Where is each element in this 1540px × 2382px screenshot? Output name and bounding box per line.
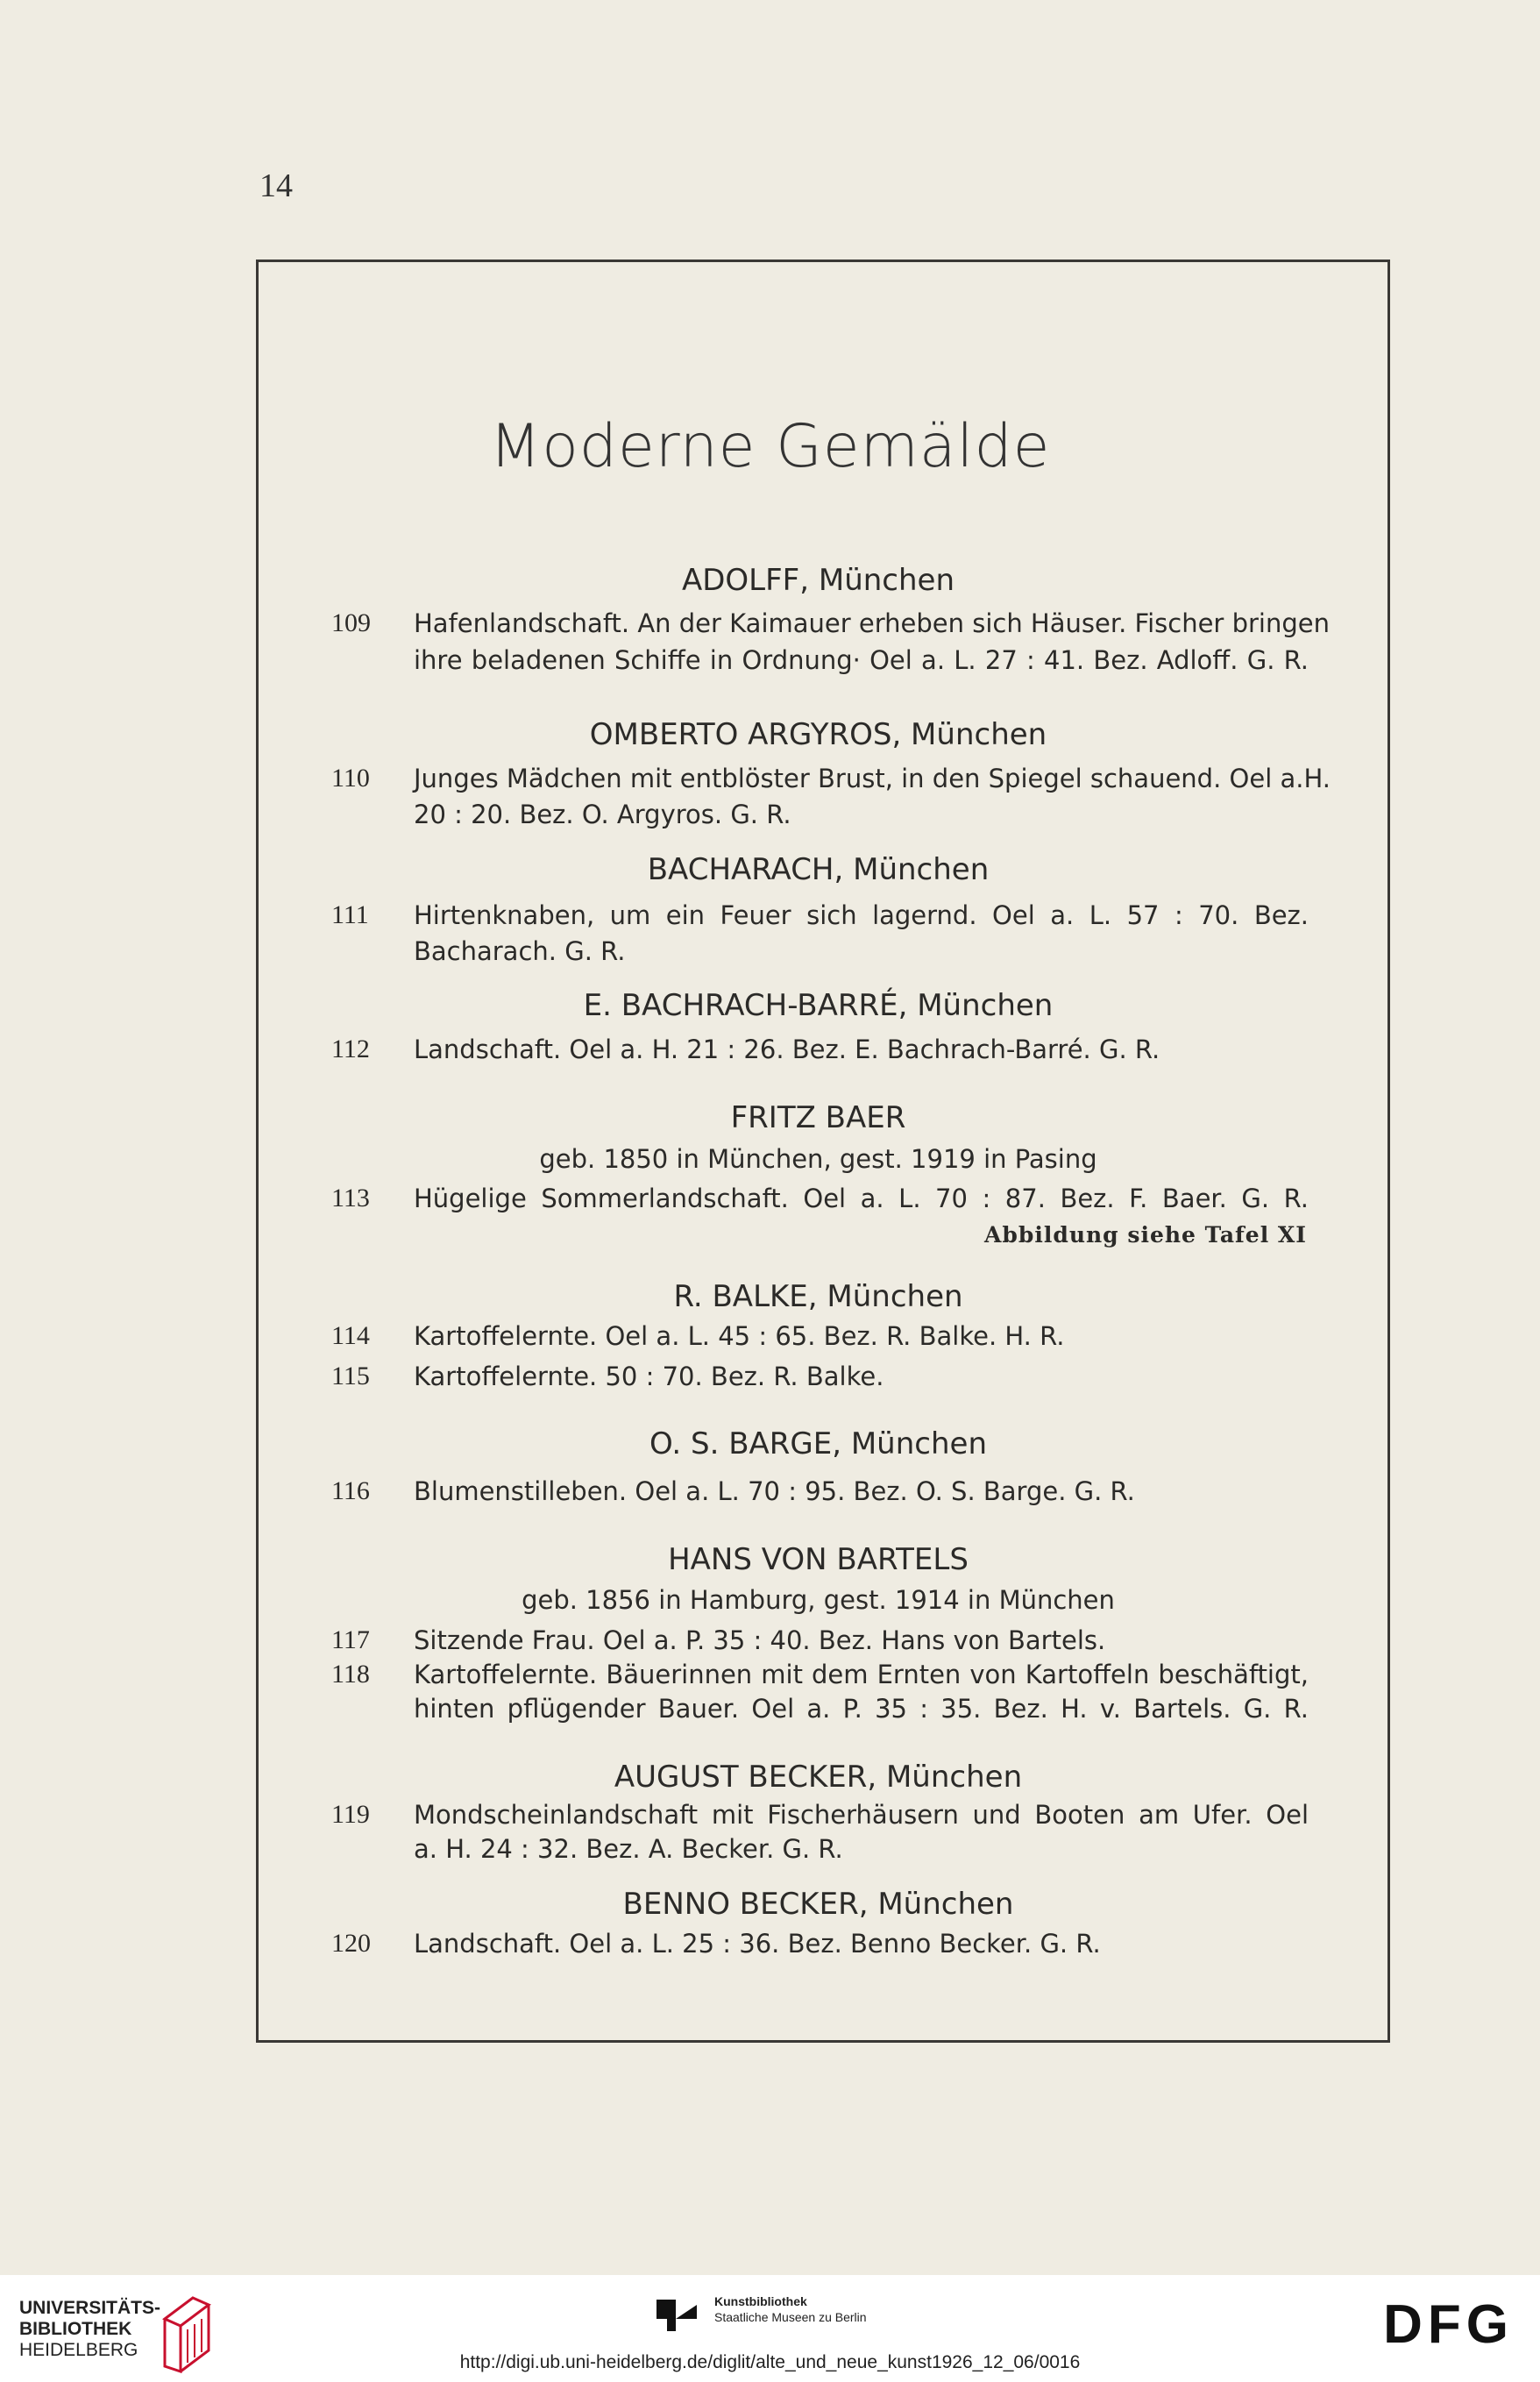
lot-number: 115 bbox=[331, 1362, 370, 1390]
kb-line1: Kunstbibliothek bbox=[714, 2294, 807, 2308]
plate-reference: Abbildung siehe Tafel XI bbox=[984, 1222, 1307, 1248]
artist-balke: R. BALKE, München bbox=[673, 1279, 963, 1314]
lot-description: Landschaft. Oel a. L. 25 : 36. Bez. Benno Becker. G. R. bbox=[414, 1929, 1101, 1959]
lot-description: hinten pflügender Bauer. Oel a. P. 35 : 35. Bez. H. v. Bartels. G. R. bbox=[414, 1694, 1309, 1724]
kunstbibliothek-logo[interactable] bbox=[653, 2287, 916, 2349]
lot-description: Landschaft. Oel a. H. 21 : 26. Bez. E. Bachrach-Barré. G. R. bbox=[414, 1035, 1160, 1064]
lot-number: 119 bbox=[331, 1800, 370, 1829]
dfg-wordmark: DFG bbox=[1383, 2294, 1514, 2355]
lot-description: Hügelige Sommerlandschaft. Oel a. L. 70 : 87. Bez. F. Baer. G. R. bbox=[414, 1184, 1309, 1213]
artist-argyros: OMBERTO ARGYROS, München bbox=[589, 717, 1047, 752]
dfg-logo[interactable] bbox=[1356, 2294, 1514, 2356]
lot-number: 114 bbox=[331, 1321, 370, 1350]
lot-number: 111 bbox=[331, 900, 369, 929]
artist-bartels: HANS VON BARTELS bbox=[668, 1542, 969, 1577]
lot-description: Mondscheinlandschaft mit Fischerhäusern und Booten am Ufer. Oel bbox=[414, 1800, 1309, 1830]
lot-description: a. H. 24 : 32. Bez. A. Becker. G. R. bbox=[414, 1834, 843, 1864]
ub-line3: HEIDELBERG bbox=[19, 2340, 138, 2360]
artist-august-becker: AUGUST BECKER, München bbox=[614, 1760, 1023, 1795]
ub-line1: UNIVERSITÄTS- bbox=[19, 2298, 161, 2318]
footer-bar bbox=[0, 2275, 1540, 2382]
source-url-link[interactable]: http://digi.ub.uni-heidelberg.de/diglit/alte_und_neue_kunst1926_12_06/0016 bbox=[459, 2352, 1081, 2372]
lot-description: Hirtenknaben, um ein Feuer sich lagernd. Oel a. L. 57 : 70. Bez. bbox=[414, 900, 1309, 930]
lot-description: 20 : 20. Bez. O. Argyros. G. R. bbox=[414, 800, 791, 829]
lot-description: Bacharach. G. R. bbox=[414, 936, 626, 966]
section-heading: Moderne Gemälde bbox=[489, 412, 1051, 481]
artist-bachrach-barre: E. BACHRACH-BARRÉ, München bbox=[583, 988, 1054, 1023]
lot-description: Kartoffelernte. 50 : 70. Bez. R. Balke. bbox=[414, 1362, 884, 1391]
lot-number: 109 bbox=[331, 608, 371, 637]
lot-number: 120 bbox=[331, 1929, 371, 1958]
lot-description: Kartoffelernte. Oel a. L. 45 : 65. Bez. R. Balke. H. R. bbox=[414, 1321, 1065, 1351]
lot-number: 113 bbox=[331, 1184, 370, 1212]
lot-description: Blumenstilleben. Oel a. L. 70 : 95. Bez. O. S. Barge. G. R. bbox=[414, 1476, 1135, 1506]
lot-description: Hafenlandschaft. An der Kaimauer erheben sich Häuser. Fischer bringen bbox=[414, 608, 1330, 638]
lot-number: 116 bbox=[331, 1476, 370, 1505]
ub-line2: BIBLIOTHEK bbox=[19, 2319, 132, 2339]
artist-bacharach: BACHARACH, München bbox=[647, 852, 990, 887]
artist-bio: geb. 1850 in München, gest. 1919 in Pasing bbox=[539, 1144, 1097, 1174]
lot-description: Kartoffelernte. Bäuerinnen mit dem Ernten von Kartoffeln beschäftigt, bbox=[414, 1660, 1309, 1689]
kunstbibliothek-emblem-icon bbox=[653, 2294, 702, 2333]
artist-adolff: ADOLFF, München bbox=[681, 563, 955, 598]
lot-description: Sitzende Frau. Oel a. P. 35 : 40. Bez. Hans von Bartels. bbox=[414, 1625, 1106, 1655]
artist-benno-becker: BENNO BECKER, München bbox=[622, 1887, 1014, 1922]
lot-number: 112 bbox=[331, 1035, 370, 1063]
lot-number: 118 bbox=[331, 1660, 370, 1689]
kb-line2: Staatliche Museen zu Berlin bbox=[714, 2310, 867, 2324]
lot-number: 110 bbox=[331, 764, 370, 793]
page-number: 14 bbox=[259, 167, 293, 204]
artist-barge: O. S. BARGE, München bbox=[649, 1426, 987, 1461]
lot-description: ihre beladenen Schiffe in Ordnung· Oel a. L. 27 : 41. Bez. Adloff. G. R. bbox=[414, 645, 1309, 675]
lot-description: Junges Mädchen mit entblöster Brust, in den Spiegel schauend. Oel a.H. bbox=[414, 764, 1331, 793]
artist-baer: FRITZ BAER bbox=[730, 1100, 906, 1135]
lot-number: 117 bbox=[331, 1625, 370, 1654]
artist-bio: geb. 1856 in Hamburg, gest. 1914 in München bbox=[522, 1585, 1115, 1615]
